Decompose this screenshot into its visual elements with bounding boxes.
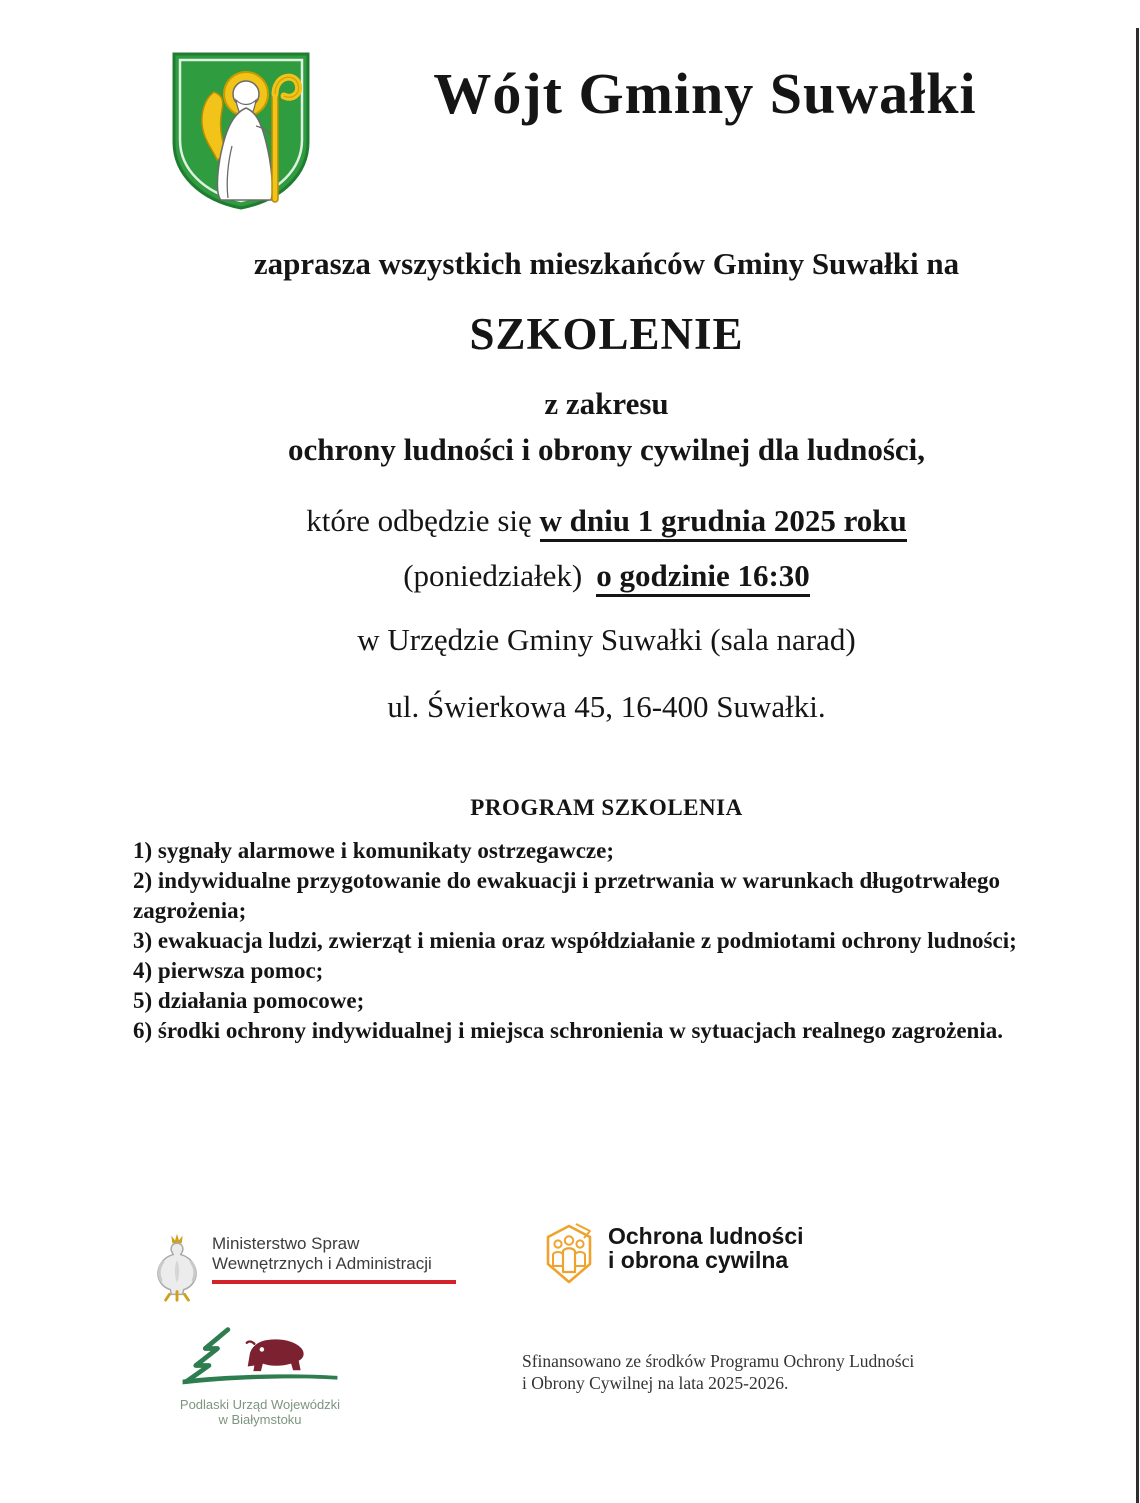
date-prefix-text: które odbędzie się <box>306 503 540 538</box>
address-line: ul. Świerkowa 45, 16-400 Suwałki. <box>387 689 826 724</box>
civil-protection-text <box>608 1224 804 1272</box>
program-heading: PROGRAM SZKOLENIA <box>470 795 743 820</box>
puw-logo-line1: Podlaski Urząd Wojewódzki <box>179 1397 341 1412</box>
mswia-logo-line1: Ministerstwo Spraw <box>212 1234 360 1253</box>
page-title: Wójt Gminy Suwałki <box>433 61 977 126</box>
time-underlined-text: o godzinie 16:30 <box>596 558 810 597</box>
puw-logo <box>160 1326 360 1427</box>
time-line <box>133 558 1080 594</box>
intro-line: zaprasza wszystkich mieszkańców Gminy Suwałki na <box>253 246 960 281</box>
program-item: 3) ewakuacja ludzi, zwierząt i mienia oraz współdziałanie z podmiotami ochrony ludności; <box>133 928 1017 953</box>
scope-line: ochrony ludności i obrony cywilnej dla ludności, <box>287 432 926 467</box>
date-underlined-text: w dniu 1 grudnia 2025 roku <box>540 503 907 542</box>
coat-of-arms-icon <box>170 50 312 212</box>
puw-logo-text <box>160 1397 360 1427</box>
program-item: 2) indywidualne przygotowanie do ewakuacji i przetrwania w warunkach długotrwałego zagrożenia; <box>133 868 1000 923</box>
program-item: 5) działania pomocowe; <box>133 988 365 1013</box>
weekday-text: (poniedziałek) <box>403 558 583 593</box>
mswia-logo-text <box>212 1234 432 1274</box>
mswia-logo-line2: Wewnętrznych i Administracji <box>212 1254 432 1273</box>
page-edge-line <box>1136 28 1139 1503</box>
program-list <box>133 836 1078 1046</box>
program-item: 1) sygnały alarmowe i komunikaty ostrzegawcze; <box>133 838 615 863</box>
venue-line: w Urzędzie Gminy Suwałki (sala narad) <box>357 622 856 657</box>
funding-note-line1: Sfinansowano ze środków Programu Ochrony Ludności <box>522 1351 915 1371</box>
puw-logo-line2: w Białymstoku <box>218 1412 302 1427</box>
scope-prefix-line: z zakresu <box>544 386 669 421</box>
civil-protection-icon <box>540 1222 598 1291</box>
date-line <box>133 503 1080 539</box>
puw-emblem-icon <box>160 1326 360 1393</box>
program-item: 4) pierwsza pomoc; <box>133 958 324 983</box>
civil-protection-line1: Ochrona ludności <box>608 1223 804 1249</box>
program-item: 6) środki ochrony indywidualnej i miejsca schronienia w sytuacjach realnego zagrożenia. <box>133 1018 1003 1043</box>
funding-note <box>522 1350 914 1394</box>
polish-eagle-icon <box>150 1228 204 1307</box>
civil-protection-line2: i obrona cywilna <box>608 1247 789 1273</box>
mswia-red-divider <box>212 1280 456 1284</box>
funding-note-line2: i Obrony Cywilnej na lata 2025-2026. <box>522 1373 789 1393</box>
event-title: SZKOLENIE <box>469 309 744 359</box>
